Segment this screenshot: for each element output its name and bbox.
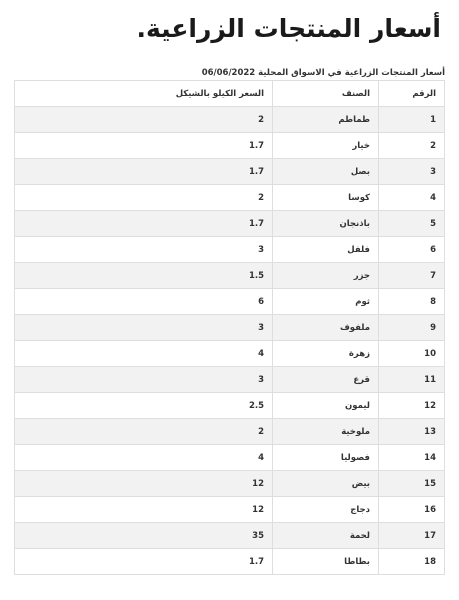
table-row xyxy=(15,497,445,523)
table-row xyxy=(15,263,445,289)
cell-item: لحمة xyxy=(273,523,379,549)
cell-price: 3 xyxy=(15,237,273,263)
cell-item: جزر xyxy=(273,263,379,289)
cell-number: 7 xyxy=(379,263,445,289)
cell-item: ملوخية xyxy=(273,419,379,445)
table-row xyxy=(15,185,445,211)
cell-number: 14 xyxy=(379,445,445,471)
table-row xyxy=(15,445,445,471)
cell-number: 10 xyxy=(379,341,445,367)
cell-price: 6 xyxy=(15,289,273,315)
cell-item: ليمون xyxy=(273,393,379,419)
header-price: السعر الكيلو بالشيكل xyxy=(15,81,273,107)
table-row xyxy=(15,471,445,497)
table-row xyxy=(15,211,445,237)
cell-item: خيار xyxy=(273,133,379,159)
cell-number: 16 xyxy=(379,497,445,523)
cell-number: 2 xyxy=(379,133,445,159)
table-row xyxy=(15,341,445,367)
table-row xyxy=(15,367,445,393)
cell-price: 35 xyxy=(15,523,273,549)
cell-item: فصوليا xyxy=(273,445,379,471)
cell-price: 4 xyxy=(15,445,273,471)
cell-price: 2 xyxy=(15,107,273,133)
cell-item: باذنجان xyxy=(273,211,379,237)
table-row xyxy=(15,133,445,159)
table-row xyxy=(15,237,445,263)
cell-number: 13 xyxy=(379,419,445,445)
cell-item: ثوم xyxy=(273,289,379,315)
table-row xyxy=(15,393,445,419)
cell-item: دجاج xyxy=(273,497,379,523)
cell-price: 1.7 xyxy=(15,549,273,575)
cell-item: زهرة xyxy=(273,341,379,367)
table-row xyxy=(15,315,445,341)
cell-price: 2.5 xyxy=(15,393,273,419)
cell-number: 17 xyxy=(379,523,445,549)
cell-number: 8 xyxy=(379,289,445,315)
cell-number: 15 xyxy=(379,471,445,497)
cell-price: 1.7 xyxy=(15,133,273,159)
cell-number: 18 xyxy=(379,549,445,575)
cell-item: فلفل xyxy=(273,237,379,263)
cell-price: 4 xyxy=(15,341,273,367)
cell-item: قرع xyxy=(273,367,379,393)
page-title: أسعار المنتجات الزراعية. xyxy=(136,14,441,43)
table-row xyxy=(15,419,445,445)
cell-price: 3 xyxy=(15,315,273,341)
cell-item: بطاطا xyxy=(273,549,379,575)
table-row xyxy=(15,159,445,185)
table-row xyxy=(15,549,445,575)
cell-price: 1.5 xyxy=(15,263,273,289)
header-item: الصنف xyxy=(273,81,379,107)
cell-price: 12 xyxy=(15,497,273,523)
table-row xyxy=(15,523,445,549)
cell-number: 3 xyxy=(379,159,445,185)
table-header-row xyxy=(15,81,445,107)
cell-price: 1.7 xyxy=(15,211,273,237)
cell-number: 12 xyxy=(379,393,445,419)
table-row xyxy=(15,289,445,315)
cell-number: 5 xyxy=(379,211,445,237)
table-row xyxy=(15,107,445,133)
cell-price: 2 xyxy=(15,419,273,445)
cell-number: 11 xyxy=(379,367,445,393)
cell-number: 1 xyxy=(379,107,445,133)
cell-item: كوسا xyxy=(273,185,379,211)
cell-number: 6 xyxy=(379,237,445,263)
cell-number: 4 xyxy=(379,185,445,211)
cell-item: بيض xyxy=(273,471,379,497)
cell-item: طماطم xyxy=(273,107,379,133)
cell-price: 1.7 xyxy=(15,159,273,185)
cell-price: 3 xyxy=(15,367,273,393)
prices-table xyxy=(14,80,445,575)
cell-price: 2 xyxy=(15,185,273,211)
cell-price: 12 xyxy=(15,471,273,497)
header-number: الرقم xyxy=(379,81,445,107)
cell-item: ملفوف xyxy=(273,315,379,341)
cell-item: بصل xyxy=(273,159,379,185)
cell-number: 9 xyxy=(379,315,445,341)
table-caption: أسعار المنتجات الزراعية في الاسواق المحلية 06/06/2022 xyxy=(201,68,445,78)
